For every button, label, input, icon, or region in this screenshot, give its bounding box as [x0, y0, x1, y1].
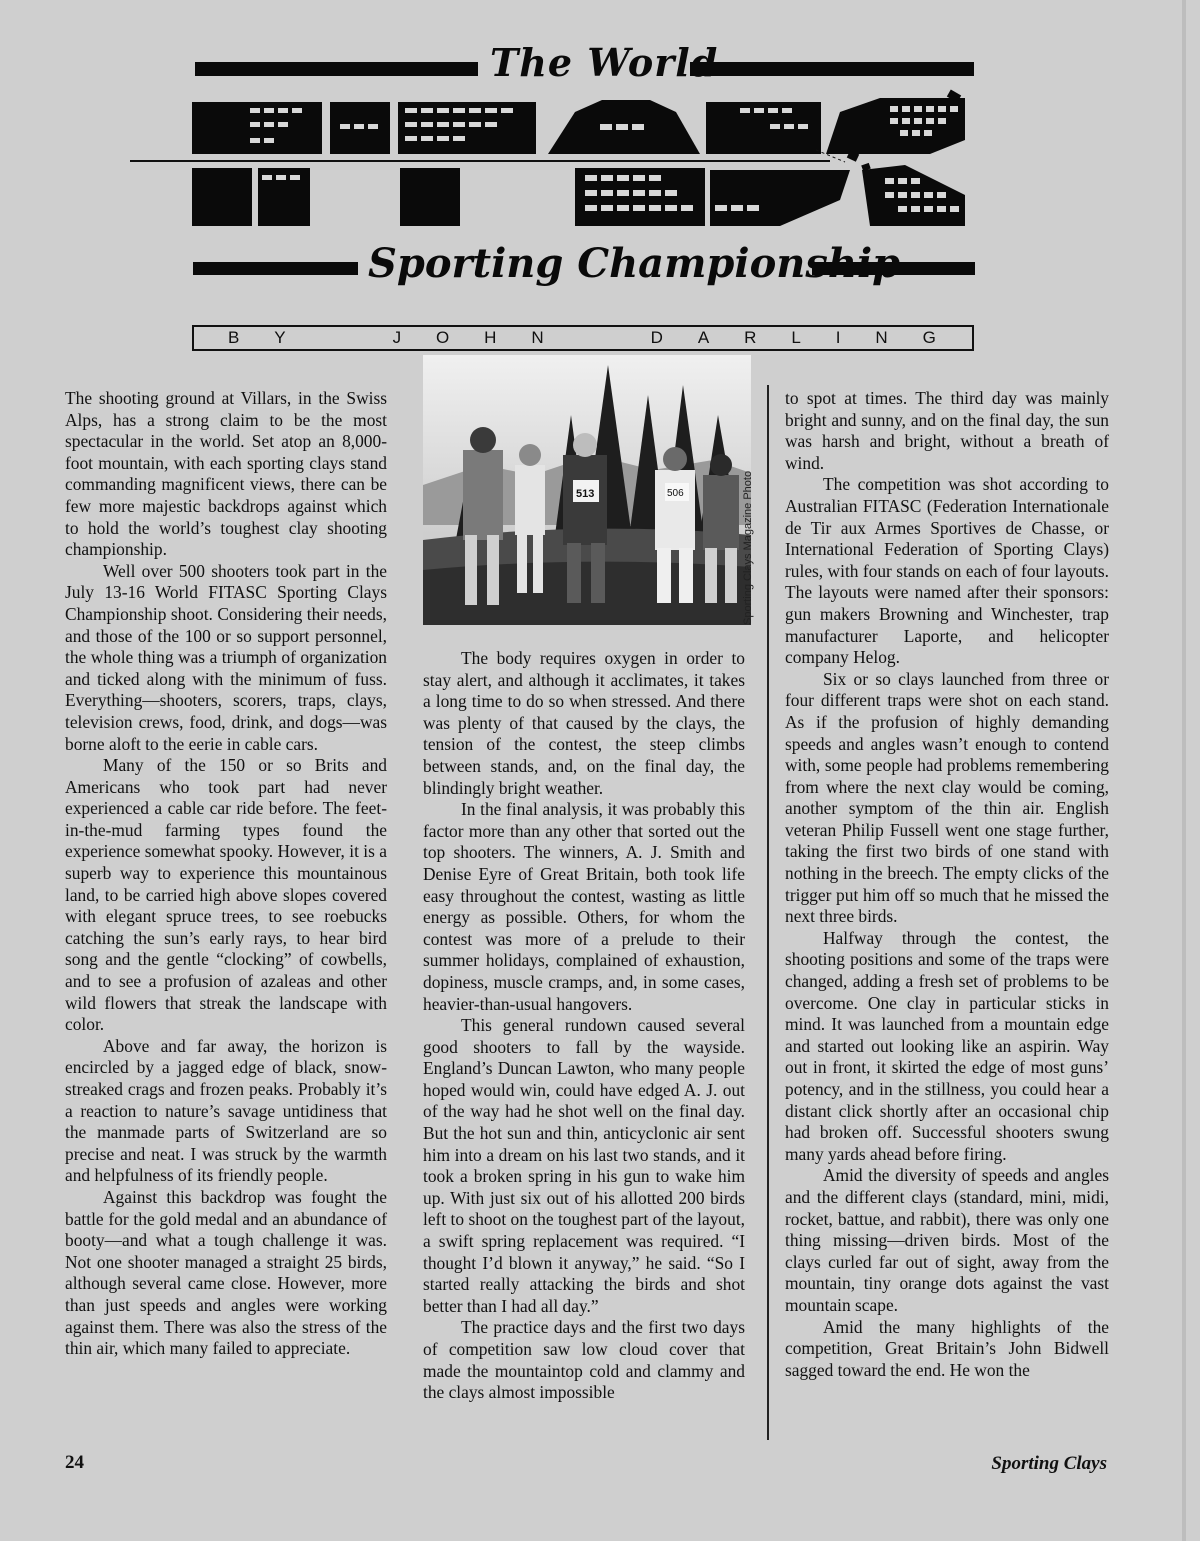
- photo-credit: Sporting Clays Magazine Photo: [742, 470, 754, 625]
- paragraph: Six or so clays launched from three or four different traps were shot on each stand. As if the profusion of highly demanding speeds and angles wasn’t enough to contend with, some people had problems remembering from where the next clay would be coming, another symptom of the thin air. English veteran Philip Fussell went one stage further, taking the first two birds of one stand with nothing in the breech. The empty clicks of the trigger put him off so much that he missed the next three birds.: [785, 668, 1109, 927]
- paragraph: Above and far away, the horizon is encircled by a jagged edge of black, snow-streaked crags and frozen peaks. Probably it’s a reaction to nature’s savage untidiness that the manmade parts of Switzerland are so precise and neat. I was struck by the warmth and helpfulness of its friendly people.: [65, 1035, 387, 1186]
- page-edge: [1182, 0, 1186, 1541]
- byline-letter: A: [697, 328, 710, 347]
- masthead-title-bottom: Sporting Championship: [368, 240, 901, 287]
- article-column-3: [785, 388, 1109, 1381]
- byline-letter: N: [531, 328, 544, 347]
- byline-letter: N: [875, 328, 888, 347]
- byline-letter: L: [791, 328, 801, 347]
- masthead-title-top: The World: [490, 40, 719, 85]
- byline-letter: R: [744, 328, 757, 347]
- byline-letter: J: [392, 328, 402, 347]
- article-photo: [423, 355, 751, 625]
- paragraph: Many of the 150 or so Brits and Americans who took part had never experienced a cable car ride before. The feet-in-the-mud farming types found the experience somewhat spooky. However, it is a superb way to experience this mountainous land, to be carried high above slopes covered with elegant spruce trees, to see roebucks catching the sun’s early rays, to hear bird song and the gentle “clocking” of cowbells, and to see a profusion of azaleas and other wild flowers that streak the landscape with color.: [65, 755, 387, 1035]
- paragraph: In the final analysis, it was probably this factor more than any other that sorted out the top shooters. The winners, A. J. Smith and Denise Eyre of Great Britain, both took life easy throughout the contest, wasting as little energy as possible. Others, for whom the contest was more of a prelude to their summer holidays, complained of exhaustion, dopiness, muscle cramps, and, in some cases, heavier-than-usual hangovers.: [423, 799, 745, 1014]
- paragraph: Halfway through the contest, the shooting positions and some of the traps were changed, adding a fresh set of problems to be overcome. One clay in particular sticks in mind. It was launched from a mountain edge and started out looking like an aspirin. Way out in front, it skirted the edge of most guns’ potency, and in the stillness, you could hear a distant click shortly after an occasional chip had broken off. Successful shooters swung many yards ahead before firing.: [785, 927, 1109, 1164]
- paragraph: Well over 500 shooters took part in the July 13-16 World FITASC Sporting Clays Championship shoot. Considering their needs, and those of the 100 or so support personnel, the whole thing was a triumph of organization and ticked along with the minimum of fuss. Everything—shooters, scorers, traps, clays, television crews, food, drink, and dogs—was borne aloft to the eerie in cable cars.: [65, 560, 387, 754]
- paragraph: to spot at times. The third day was mainly bright and sunny, and on the final day, the sun was harsh and bright, without a breath of wind.: [785, 388, 1109, 473]
- article-column-2: [423, 648, 745, 1404]
- magazine-name: Sporting Clays: [991, 1453, 1107, 1474]
- byline-letter: I: [835, 328, 841, 347]
- paragraph: The body requires oxygen in order to stay alert, and although it acclimates, it takes a long time to do so when stressed. And there was plenty of that caused by the clays, the tension of the contest, the steep climbs between stands, and, on the final day, the blindingly bright weather.: [423, 648, 745, 798]
- paragraph: Amid the diversity of speeds and angles and the different clays (standard, mini, midi, rocket, battue, and rabbit), there was only one thing missing—driven birds. Most of the clays curled far out of sight, away from the mountain, tiny orange dots against the vast mountain scape.: [785, 1165, 1109, 1315]
- paragraph: The competition was shot according to Australian FITASC (Federation Internationale de Tir aux Armes Sportives de Chasse, or International Federation of Sporting Clays) rules, with four stands on each of four layouts. The layouts were named after their sponsors: gun makers Browning and Winchester, trap manufacturer Laporte, and helicopter company Helog.: [785, 474, 1109, 668]
- bib-number: 506: [667, 488, 684, 499]
- article-column-1: [65, 388, 387, 1360]
- column-rule: [767, 385, 769, 1440]
- paragraph: The shooting ground at Villars, in the Swiss Alps, has a strong claim to be the most spectacular in the world. Set atop an 8,000-foot mountain, with each sporting clays stand commanding magnificent views, there can be few more majestic backdrops against which to hold the world’s toughest clay shooting championship.: [65, 388, 387, 560]
- paragraph: This general rundown caused several good shooters to fall by the wayside. England’s Duncan Lawton, who many people hoped would win, could have edged A. J. out of the way had he shot well on the final day. But the hot sun and thin, anticyclonic air sent him into a dream on his last two stands, and it took a broken spring in his gun to wake him up. With just six out of his allotted 200 birds left to shoot on the toughest part of the layout, a swift spring replacement was required. “I thought I’d blown it anyway,” he said. “So I started really attacking the birds and shot better than I had all day.”: [423, 1015, 745, 1316]
- paragraph: Against this backdrop was fought the battle for the gold medal and an abundance of booty—and what a tough challenge it was. Not one shooter managed a straight 25 birds, although several came close. However, more than just speeds and angles were working against them. There was also the stress of the thin air, which many failed to appreciate.: [65, 1186, 387, 1359]
- page-number: 24: [65, 1452, 84, 1473]
- byline-letter: H: [484, 328, 497, 347]
- byline: [192, 325, 974, 351]
- masthead-rule-bottom-left: [193, 262, 358, 275]
- bib-number: 513: [576, 488, 595, 500]
- byline-letter: O: [436, 328, 450, 347]
- paragraph: Amid the many highlights of the competition, Great Britain’s John Bidwell sagged toward the end. He won the: [785, 1316, 1109, 1380]
- byline-letter: Y: [274, 328, 286, 347]
- byline-letter: B: [228, 328, 240, 347]
- byline-letter: D: [650, 328, 663, 347]
- byline-letter: G: [922, 328, 936, 347]
- paragraph: The practice days and the first two days of competition saw low cloud cover that made the mountaintop cold and clammy and the clays almost impossible: [423, 1317, 745, 1403]
